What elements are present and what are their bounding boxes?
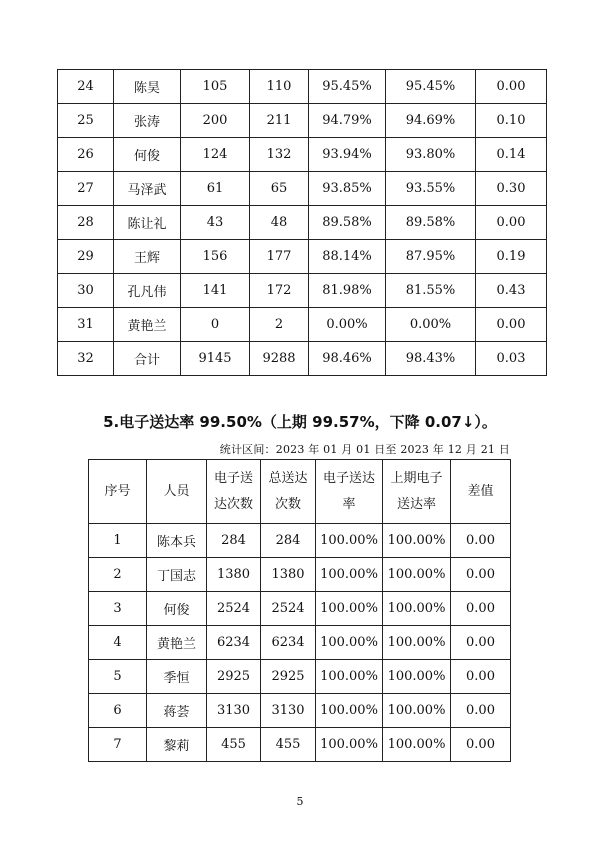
header-text: 序号 <box>104 483 131 499</box>
table-row <box>58 240 547 274</box>
cell-e-count: 200 <box>181 104 250 138</box>
cell-e-count: 0 <box>181 308 250 342</box>
cell-index: 27 <box>58 172 114 206</box>
table-row <box>58 308 547 342</box>
table-row <box>89 592 511 626</box>
cell-total-count: 172 <box>250 274 309 308</box>
cell-diff: 0.00 <box>451 524 511 558</box>
cell-name: 陈昊 <box>114 70 181 104</box>
table-row <box>89 660 511 694</box>
cell-e-count: 9145 <box>181 342 250 376</box>
table-row <box>58 274 547 308</box>
cell-index: 26 <box>58 138 114 172</box>
cell-rate: 93.94% <box>309 138 386 172</box>
cell-e-count: 455 <box>207 728 261 762</box>
table-row <box>89 558 511 592</box>
header-text: 率 <box>342 496 356 512</box>
cell-name: 张涛 <box>114 104 181 138</box>
cell-prev-rate: 100.00% <box>383 728 451 762</box>
cell-rate: 100.00% <box>316 626 383 660</box>
cell-name: 黄艳兰 <box>147 626 207 660</box>
cell-total-count: 2925 <box>261 660 316 694</box>
cell-diff: 0.03 <box>476 342 547 376</box>
section-heading: 5.电子送达率 99.50%（上期 99.57%，下降 0.07↓）。 <box>103 413 497 431</box>
header-total-count <box>261 460 316 524</box>
cell-rate: 100.00% <box>316 728 383 762</box>
cell-diff: 0.00 <box>476 206 547 240</box>
cell-e-count: 105 <box>181 70 250 104</box>
cell-prev-rate: 89.58% <box>386 206 476 240</box>
header-name <box>147 460 207 524</box>
cell-diff: 0.30 <box>476 172 547 206</box>
cell-prev-rate: 95.45% <box>386 70 476 104</box>
cell-e-count: 6234 <box>207 626 261 660</box>
cell-prev-rate: 100.00% <box>383 694 451 728</box>
table-row <box>89 694 511 728</box>
cell-diff: 0.00 <box>451 660 511 694</box>
cell-prev-rate: 93.80% <box>386 138 476 172</box>
cell-diff: 0.00 <box>451 728 511 762</box>
cell-index: 4 <box>89 626 147 660</box>
cell-e-count: 2925 <box>207 660 261 694</box>
cell-total-count: 211 <box>250 104 309 138</box>
cell-total-count: 48 <box>250 206 309 240</box>
cell-name: 孔凡伟 <box>114 274 181 308</box>
cell-name: 陈让礼 <box>114 206 181 240</box>
cell-rate: 100.00% <box>316 660 383 694</box>
header-index <box>89 460 147 524</box>
header-text: 次数 <box>274 496 301 512</box>
header-prev-rate <box>383 460 451 524</box>
cell-e-count: 1380 <box>207 558 261 592</box>
header-text: 总送达 <box>268 470 308 486</box>
cell-rate: 89.58% <box>309 206 386 240</box>
cell-total-count: 65 <box>250 172 309 206</box>
cell-e-count: 156 <box>181 240 250 274</box>
cell-rate: 100.00% <box>316 558 383 592</box>
cell-name: 马泽武 <box>114 172 181 206</box>
cell-rate: 88.14% <box>309 240 386 274</box>
header-row <box>89 460 511 524</box>
cell-prev-rate: 98.43% <box>386 342 476 376</box>
header-text: 电子送达 <box>322 470 375 486</box>
cell-prev-rate: 94.69% <box>386 104 476 138</box>
cell-index: 6 <box>89 694 147 728</box>
cell-index: 25 <box>58 104 114 138</box>
cell-prev-rate: 100.00% <box>383 558 451 592</box>
cell-index: 24 <box>58 70 114 104</box>
header-diff <box>451 460 511 524</box>
header-rate <box>316 460 383 524</box>
cell-prev-rate: 100.00% <box>383 592 451 626</box>
cell-name: 黄艳兰 <box>114 308 181 342</box>
cell-name: 季恒 <box>147 660 207 694</box>
cell-total-count: 177 <box>250 240 309 274</box>
table-row <box>89 524 511 558</box>
table-row <box>58 172 547 206</box>
cell-diff: 0.00 <box>451 558 511 592</box>
header-text: 送达率 <box>396 496 436 512</box>
cell-diff: 0.14 <box>476 138 547 172</box>
cell-diff: 0.00 <box>451 694 511 728</box>
cell-prev-rate: 100.00% <box>383 626 451 660</box>
cell-index: 30 <box>58 274 114 308</box>
cell-rate: 93.85% <box>309 172 386 206</box>
cell-e-count: 2524 <box>207 592 261 626</box>
cell-rate: 100.00% <box>316 592 383 626</box>
table-row <box>58 342 547 376</box>
cell-rate: 100.00% <box>316 524 383 558</box>
cell-prev-rate: 100.00% <box>383 660 451 694</box>
cell-prev-rate: 81.55% <box>386 274 476 308</box>
cell-index: 5 <box>89 660 147 694</box>
cell-diff: 0.43 <box>476 274 547 308</box>
cell-diff: 0.00 <box>451 626 511 660</box>
cell-name: 蒋荟 <box>147 694 207 728</box>
cell-name: 合计 <box>114 342 181 376</box>
cell-total-count: 6234 <box>261 626 316 660</box>
cell-diff: 0.00 <box>476 308 547 342</box>
cell-index: 7 <box>89 728 147 762</box>
cell-prev-rate: 93.55% <box>386 172 476 206</box>
cell-prev-rate: 0.00% <box>386 308 476 342</box>
header-text: 达次数 <box>213 496 253 512</box>
table-row <box>89 626 511 660</box>
cell-total-count: 110 <box>250 70 309 104</box>
cell-e-count: 3130 <box>207 694 261 728</box>
cell-total-count: 2524 <box>261 592 316 626</box>
cell-name: 丁国志 <box>147 558 207 592</box>
header-e-count <box>207 460 261 524</box>
table-row <box>58 104 547 138</box>
statistics-period-note: 统计区间：2023 年 01 月 01 日至 2023 年 12 月 21 日 <box>219 443 510 456</box>
cell-rate: 98.46% <box>309 342 386 376</box>
cell-index: 29 <box>58 240 114 274</box>
cell-total-count: 3130 <box>261 694 316 728</box>
cell-index: 31 <box>58 308 114 342</box>
cell-index: 28 <box>58 206 114 240</box>
cell-name: 陈本兵 <box>147 524 207 558</box>
cell-diff: 0.00 <box>476 70 547 104</box>
cell-total-count: 1380 <box>261 558 316 592</box>
cell-rate: 81.98% <box>309 274 386 308</box>
table-row <box>58 70 547 104</box>
cell-e-count: 43 <box>181 206 250 240</box>
cell-name: 何俊 <box>147 592 207 626</box>
table-row <box>89 728 511 762</box>
header-text: 电子送 <box>213 470 253 486</box>
cell-total-count: 132 <box>250 138 309 172</box>
cell-e-count: 124 <box>181 138 250 172</box>
cell-e-count: 284 <box>207 524 261 558</box>
page-number: 5 <box>296 795 304 808</box>
cell-name: 王辉 <box>114 240 181 274</box>
header-text: 差值 <box>467 483 494 499</box>
cell-rate: 100.00% <box>316 694 383 728</box>
cell-name: 何俊 <box>114 138 181 172</box>
cell-diff: 0.10 <box>476 104 547 138</box>
cell-index: 32 <box>58 342 114 376</box>
cell-total-count: 9288 <box>250 342 309 376</box>
cell-prev-rate: 100.00% <box>383 524 451 558</box>
cell-rate: 94.79% <box>309 104 386 138</box>
table-row <box>58 206 547 240</box>
table-row <box>58 138 547 172</box>
cell-diff: 0.00 <box>451 592 511 626</box>
cell-index: 1 <box>89 524 147 558</box>
cell-total-count: 455 <box>261 728 316 762</box>
e-delivery-rate-table <box>88 459 511 762</box>
cell-total-count: 284 <box>261 524 316 558</box>
cell-e-count: 61 <box>181 172 250 206</box>
cell-total-count: 2 <box>250 308 309 342</box>
ranking-table-continued <box>57 69 547 376</box>
cell-name: 黎莉 <box>147 728 207 762</box>
cell-diff: 0.19 <box>476 240 547 274</box>
cell-index: 2 <box>89 558 147 592</box>
cell-rate: 95.45% <box>309 70 386 104</box>
cell-prev-rate: 87.95% <box>386 240 476 274</box>
cell-e-count: 141 <box>181 274 250 308</box>
header-text: 人员 <box>163 483 190 499</box>
cell-rate: 0.00% <box>309 308 386 342</box>
header-text: 上期电子 <box>390 470 443 486</box>
cell-index: 3 <box>89 592 147 626</box>
